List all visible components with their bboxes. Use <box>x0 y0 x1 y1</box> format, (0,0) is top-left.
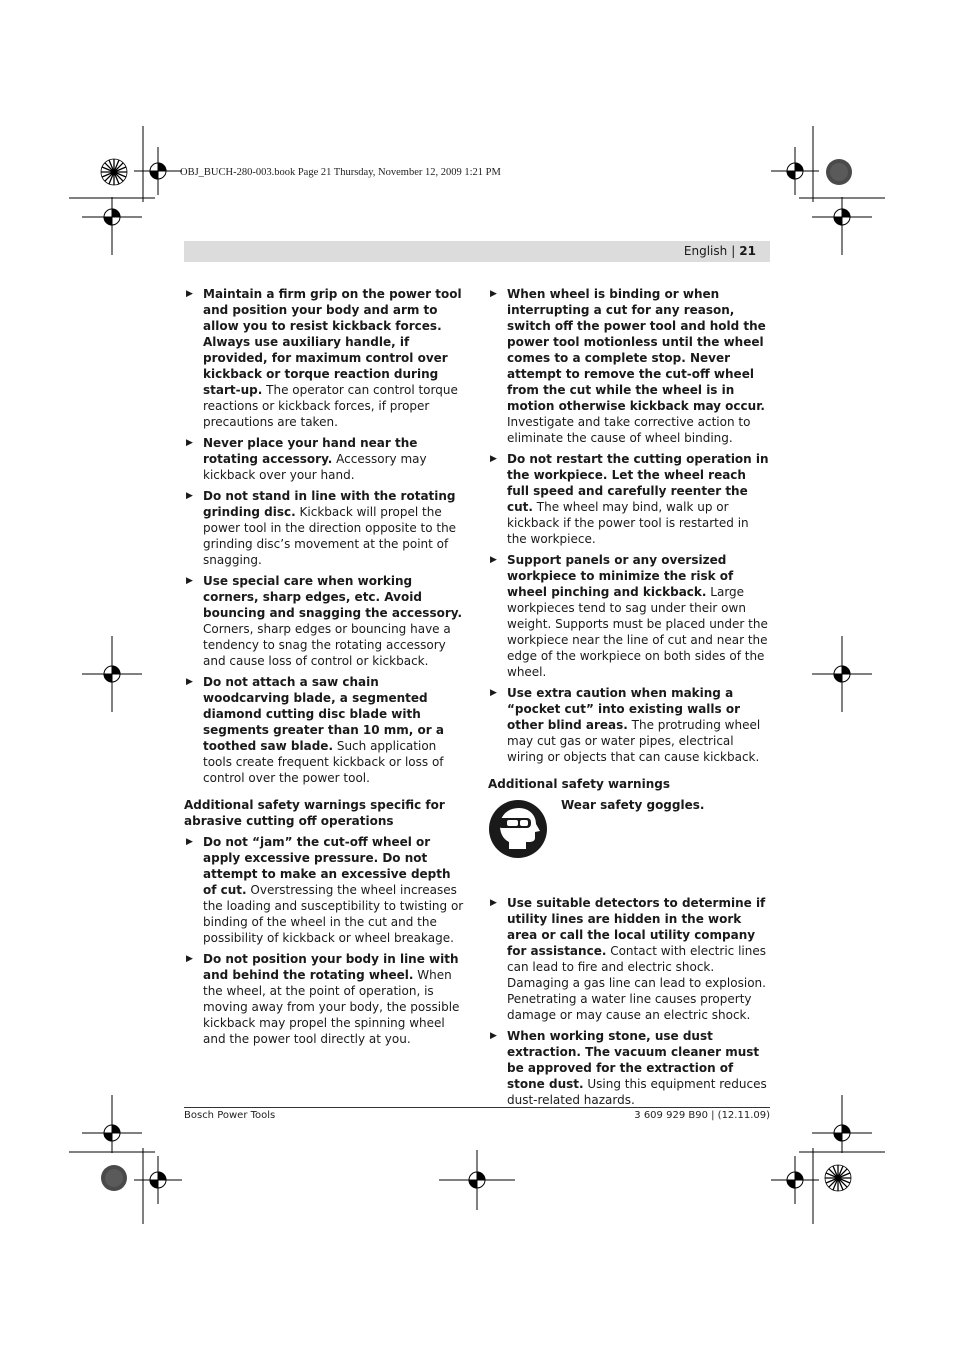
list-item: ▶ When wheel is binding or when interrupting a cut for any reason, switch off the power tool and hold the power tool motionless until the wheel comes to a complete stop. Never attempt to remove the cut-off wheel from the cut while the wheel is in motion otherwise kickback may occur. Investigate and take corrective action to eliminate the cause of wheel binding. <box>490 287 766 445</box>
list-item: ▶ Use extra caution when making a “pocket cut” into existing walls or other blind areas. The protruding wheel may cut gas or water pipes, electrical wiring or objects that can cause kickback. <box>490 686 761 764</box>
section-heading: Additional safety warnings <box>488 777 670 791</box>
left-column <box>184 286 467 1052</box>
page-number: 21 <box>739 244 756 258</box>
list-item: ▶ Use suitable detectors to determine if utility lines are hidden in the work area or call the local utility company for assistance. Contact with electric lines can lead to fire and electric shock. Damaging a gas line can lead to explosion. Penetrating a water line causes property damage or may cause an electric shock. <box>490 896 766 1022</box>
goggles-warning <box>488 797 771 891</box>
bullet-arrow-icon: ▶ <box>490 898 497 908</box>
bullet-arrow-icon: ▶ <box>186 954 193 964</box>
bullet-arrow-icon: ▶ <box>490 454 497 464</box>
bullet-arrow-icon: ▶ <box>490 1031 497 1041</box>
list-item: ▶ Never place your hand near the rotating accessory. Accessory may kickback over your hand. <box>186 436 427 482</box>
list-item: ▶ Maintain a firm grip on the power tool and position your body and arm to allow you to resist kickback forces. Always use auxiliary handle, if provided, for maximum control over kickback or torque reaction during start-up. The operator can control torque reactions or kickback forces, if proper precautions are taken. <box>186 287 462 429</box>
list-item: ▶ Do not “jam” the cut-off wheel or apply excessive pressure. Do not attempt to make an excessive depth of cut. Overstressing the wheel increases the loading and susceptibility to twisting or binding of the wheel in the cut and the possibility of kickback or wheel breakage. <box>186 835 464 945</box>
right-column <box>488 286 771 1113</box>
bullet-arrow-icon: ▶ <box>490 555 497 565</box>
bullet-arrow-icon: ▶ <box>186 491 193 501</box>
list-item: ▶ Support panels or any oversized workpiece to minimize the risk of wheel pinching and kickback. Large workpieces tend to sag under their own weight. Supports must be placed under the workpiece near the line of cut and near the edge of the workpiece on both sides of the wheel. <box>490 553 768 679</box>
list-item: ▶ Do not restart the cutting operation in the workpiece. Let the wheel reach full speed and carefully reenter the cut. The wheel may bind, walk up or kickback if the power tool is restarted in the workpiece. <box>490 452 769 546</box>
header-separator: | <box>731 244 736 258</box>
list-item: ▶ Use special care when working corners, sharp edges, etc. Avoid bouncing and snagging the accessory. Corners, sharp edges or bouncing have a tendency to snag the rotating accessory and cause loss of control or kickback. <box>186 574 463 668</box>
print-header: OBJ_BUCH-280-003.book Page 21 Thursday, November 12, 2009 1:21 PM <box>180 167 501 178</box>
bullet-arrow-icon: ▶ <box>490 289 497 299</box>
list-item: ▶ When working stone, use dust extraction. The vacuum cleaner must be approved for the extraction of stone dust. Using this equipment reduces dust-related hazards. <box>490 1029 767 1107</box>
footer-divider <box>184 1107 770 1108</box>
list-item: ▶ Do not attach a saw chain woodcarving blade, a segmented diamond cutting disc blade with segments greater than 10 mm, or a toothed saw blade. Such application tools create frequent kickback or loss of control over the power tool. <box>186 675 444 785</box>
safety-goggles-icon <box>488 799 548 859</box>
section-heading: Additional safety warnings specific for abrasive cutting off operations <box>184 798 445 828</box>
list-item: ▶ Do not stand in line with the rotating grinding disc. Kickback will propel the power tool in the direction opposite to the grinding disc’s movement at the point of snagging. <box>186 489 457 567</box>
footer-brand: Bosch Power Tools <box>184 1110 276 1121</box>
list-item: ▶ Do not position your body in line with and behind the rotating wheel. When the wheel, at the point of operation, is moving away from your body, the possible kickback may propel the spinning wheel and the power tool directly at you. <box>186 952 460 1046</box>
bullet-arrow-icon: ▶ <box>490 688 497 698</box>
footer-doc-number: 3 609 929 B90 | (12.11.09) <box>634 1110 770 1121</box>
page-header-band <box>184 241 770 262</box>
bullet-arrow-icon: ▶ <box>186 677 193 687</box>
bullet-arrow-icon: ▶ <box>186 837 193 847</box>
language-label: English <box>683 244 728 258</box>
bullet-arrow-icon: ▶ <box>186 576 193 586</box>
goggles-label: Wear safety goggles. <box>561 798 705 812</box>
bullet-arrow-icon: ▶ <box>186 289 193 299</box>
bullet-arrow-icon: ▶ <box>186 438 193 448</box>
